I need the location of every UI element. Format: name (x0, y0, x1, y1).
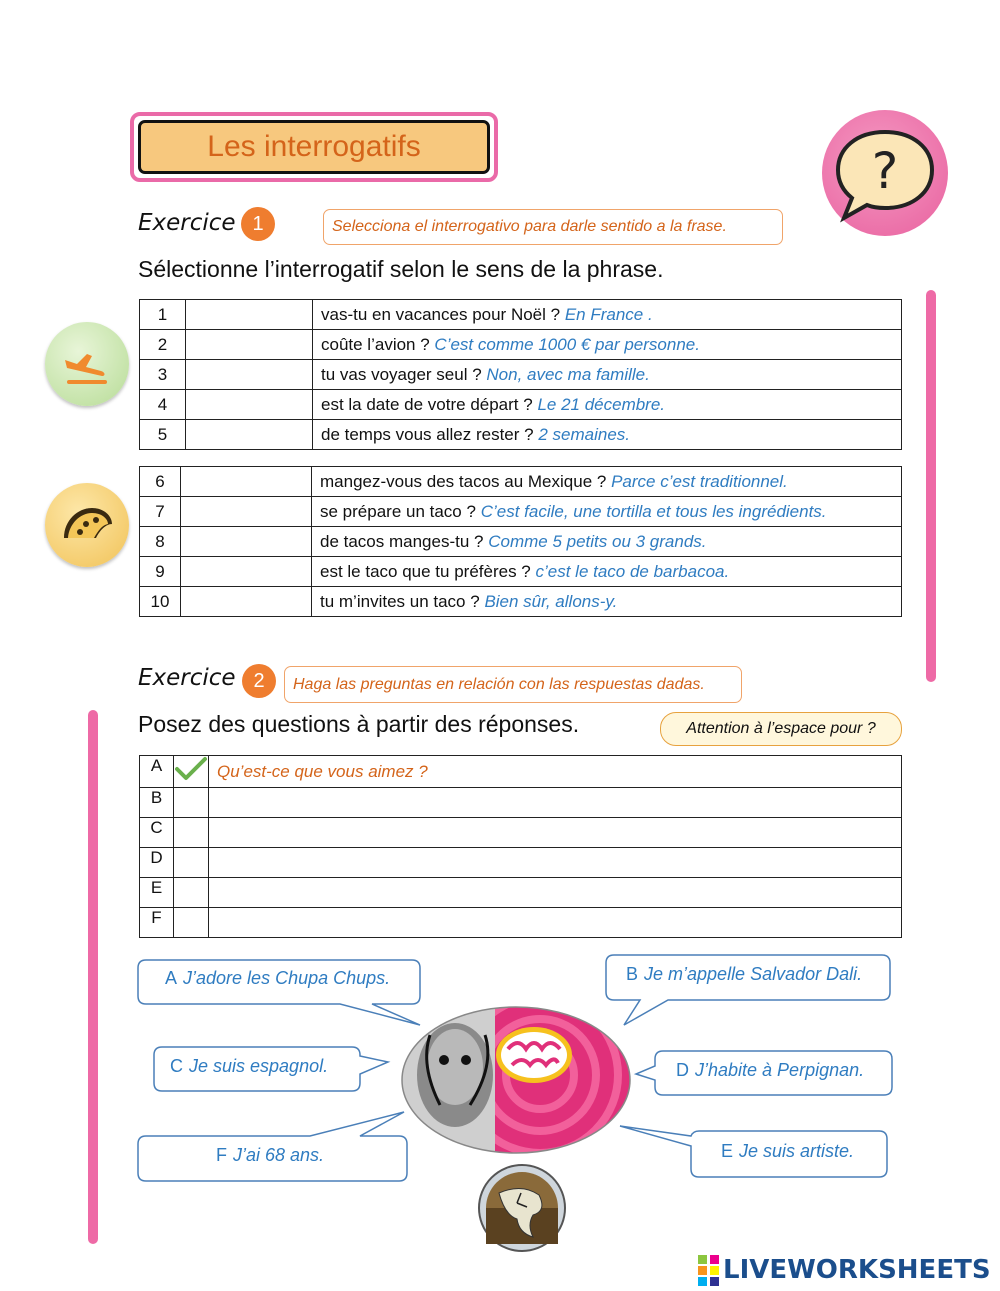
bubble-a-text: J’adore les Chupa Chups. (183, 968, 391, 988)
exercise1-hint: Selecciona el interrogativo para darle sentido a la frase. (323, 209, 783, 245)
exercise2-label: Exercice (138, 665, 236, 691)
dali-chupa-chups-image (400, 1005, 632, 1155)
question-answer-text: Qu’est-ce que vous aimez ? (217, 761, 428, 781)
row-number: 3 (140, 360, 186, 390)
bubble-b (626, 964, 862, 985)
answer-text: 2 semaines. (538, 424, 631, 444)
row-number: 6 (140, 467, 181, 497)
row-letter: E (140, 878, 174, 908)
bubble-c (170, 1056, 328, 1077)
exercise2-hint: Haga las preguntas en relación con las respuestas dadas. (284, 666, 742, 703)
row-letter: B (140, 788, 174, 818)
bubble-c-letter: C (170, 1056, 183, 1076)
question-text: mangez-vous des tacos au Mexique ? (320, 471, 607, 491)
logo-mark-icon (698, 1255, 707, 1286)
row-number: 4 (140, 390, 186, 420)
bubble-e (721, 1141, 854, 1162)
exercise1-instruction: Sélectionne l’interrogatif selon le sens de la phrase. (138, 256, 664, 282)
bubble-d-text: J’habite à Perpignan. (695, 1060, 865, 1080)
answer-text: Comme 5 petits ou 3 grands. (488, 531, 707, 551)
liveworksheets-logo (698, 1255, 991, 1285)
row-number: 1 (140, 300, 186, 330)
answer-text: c’est le taco de barbacoa. (535, 561, 730, 581)
exercise1-number: 1 (241, 207, 275, 241)
footer-brand: LIVEWORKSHEETS (723, 1255, 991, 1285)
row-number: 10 (140, 587, 181, 617)
question-text: vas-tu en vacances pour Noël ? (321, 304, 561, 324)
bubble-f-letter: F (216, 1145, 227, 1165)
bubble-d-letter: D (676, 1060, 689, 1080)
row-letter: A (140, 756, 174, 788)
answer-text: C’est comme 1000 € par personne. (434, 334, 700, 354)
answer-text: Bien sûr, allons-y. (484, 591, 618, 611)
answer-text: En France . (564, 304, 653, 324)
question-text: est le taco que tu préfères ? (320, 561, 531, 581)
bubble-c-text: Je suis espagnol. (189, 1056, 329, 1076)
row-letter: C (140, 818, 174, 848)
row-number: 5 (140, 420, 186, 450)
question-text: coûte l’avion ? (321, 334, 430, 354)
row-number: 2 (140, 330, 186, 360)
attention-note: Attention à l’espace pour ? (660, 712, 902, 746)
page-title: Les interrogatifs (138, 120, 490, 174)
answer-text: Non, avec ma famille. (486, 364, 650, 384)
row-number: 9 (140, 557, 181, 587)
melting-clock-image (477, 1163, 567, 1253)
question-text: tu m’invites un taco ? (320, 591, 480, 611)
bubble-f (216, 1145, 324, 1166)
bubble-e-text: Je suis artiste. (739, 1141, 855, 1161)
row-letter: D (140, 848, 174, 878)
bubble-b-letter: B (626, 964, 639, 984)
question-text: est la date de votre départ ? (321, 394, 533, 414)
exercise2-instruction: Posez des questions à partir des réponses. (138, 711, 580, 737)
row-number: 8 (140, 527, 181, 557)
bubble-f-text: J’ai 68 ans. (233, 1145, 325, 1165)
exercise1-label: Exercice (138, 210, 236, 236)
exercise2-number: 2 (242, 664, 276, 698)
row-letter: F (140, 908, 174, 938)
bubble-d (676, 1060, 864, 1081)
bubble-b-text: Je m’appelle Salvador Dali. (644, 964, 863, 984)
question-text: de tacos manges-tu ? (320, 531, 484, 551)
row-number: 7 (140, 497, 181, 527)
svg-text:?: ? (871, 142, 899, 200)
bubble-e-letter: E (721, 1141, 734, 1161)
answer-text: Parce c’est traditionnel. (611, 471, 788, 491)
answer-text: C’est facile, une tortilla et tous les ingrédients. (480, 501, 827, 521)
bubble-a-letter: A (165, 968, 178, 988)
question-text: se prépare un taco ? (320, 501, 476, 521)
bubble-a (165, 968, 390, 989)
answer-text: Le 21 décembre. (537, 394, 666, 414)
question-text: de temps vous allez rester ? (321, 424, 534, 444)
question-text: tu vas voyager seul ? (321, 364, 482, 384)
